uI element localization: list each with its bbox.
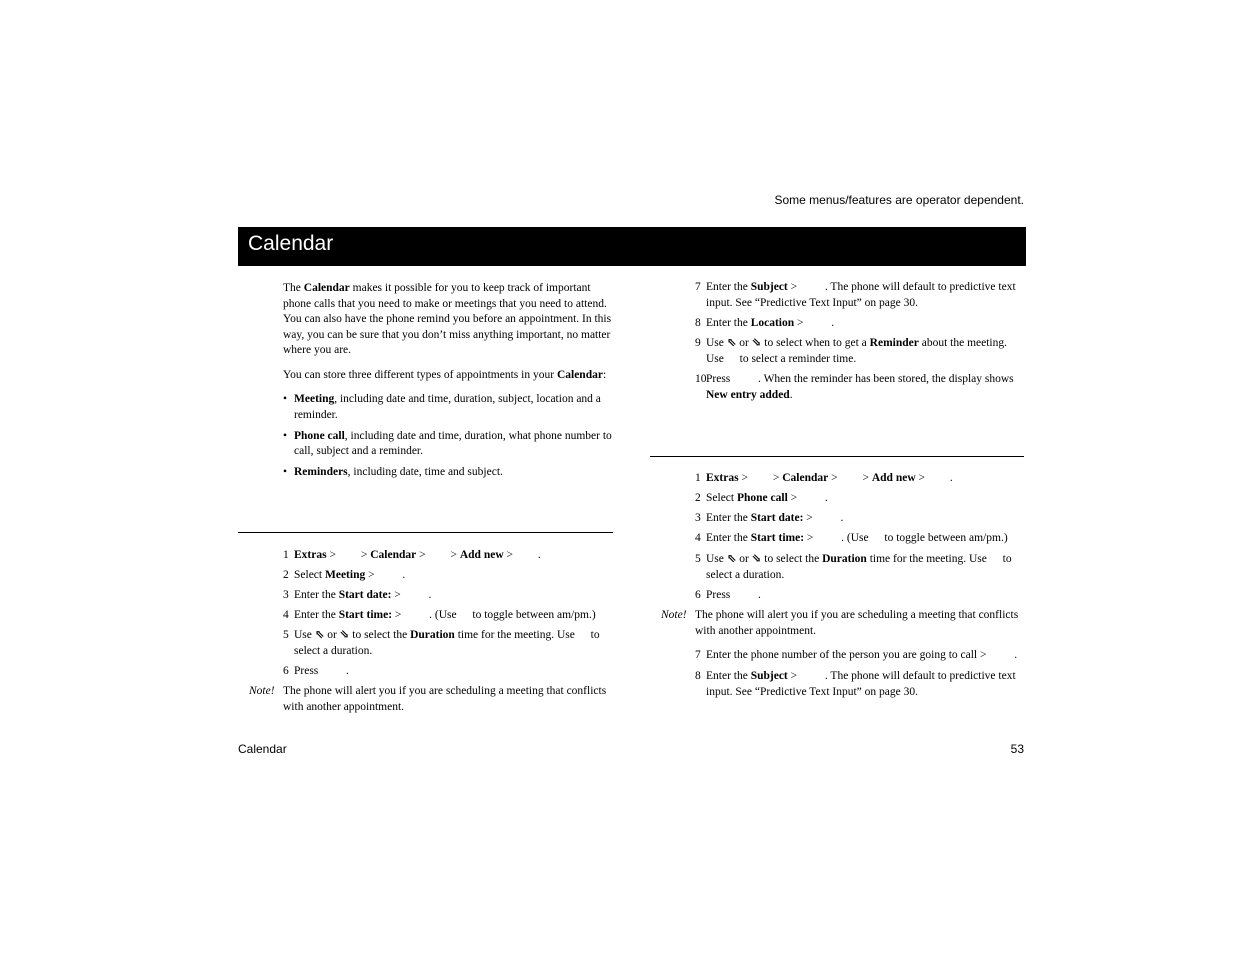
section-divider [238, 532, 613, 533]
arrow-down-right-icon: ⇘ [751, 337, 762, 349]
meeting-step-8: 8 Enter the Location > . [695, 317, 835, 329]
note-text: The phone will alert you if you are scheduling a meeting that conflicts with another appointment. [695, 609, 1019, 637]
phone-call-step-7: 7 Enter the phone number of the person you are going to call > . [695, 649, 1018, 661]
meeting-step-10: 10 Press . When the reminder has been stored, the display shows New entry added. [695, 373, 1014, 401]
page-title-bar [238, 227, 1026, 266]
intro-paragraph: The Calendar makes it possible for you to keep track of important phone calls that you need to make or meetings that you need to attend. You can also have the phone remind you before an appointment. In this way, you can be sure that you don’t miss anything important, no matter where you are. [283, 282, 612, 356]
list-item: • Meeting, including date and time, duration, subject, location and a reminder. [283, 393, 601, 421]
meeting-step-2: 2 Select Meeting > . [283, 569, 406, 581]
note-text: The phone will alert you if you are scheduling a meeting that conflicts with another appointment. [283, 685, 607, 713]
page-number: 53 [1010, 742, 1024, 756]
phone-call-step-4: 4 Enter the Start time: > . (Use to toggle between am/pm.) [695, 532, 1008, 544]
types-paragraph: You can store three different types of appointments in your Calendar: [283, 368, 607, 381]
meeting-step-1: 1 Extras > > Calendar > > Add new > . [283, 549, 541, 561]
phone-call-step-8: 8 Enter the Subject > . The phone will default to predictive text input. See “Predictive Text Input” on page 30. [695, 670, 1016, 698]
section-divider [650, 456, 1024, 457]
phone-call-step-2: 2 Select Phone call > . [695, 492, 828, 504]
arrow-down-right-icon: ⇘ [751, 553, 762, 565]
note-label: Note! [249, 685, 275, 697]
arrow-up-left-icon: ⇖ [726, 337, 737, 349]
meeting-step-6: 6 Press . [283, 665, 349, 677]
footer-section-name: Calendar [238, 742, 287, 756]
phone-call-step-5: 5 Use ⇖ or ⇘ to select the Duration time for the meeting. Use to select a duration. [695, 553, 1012, 581]
note-label: Note! [661, 609, 687, 621]
meeting-step-4: 4 Enter the Start time: > . (Use to toggle between am/pm.) [283, 609, 596, 621]
meeting-step-5: 5 Use ⇖ or ⇘ to select the Duration time for the meeting. Use to select a duration. [283, 629, 600, 657]
arrow-up-left-icon: ⇖ [726, 553, 737, 565]
meeting-step-3: 3 Enter the Start date: > . [283, 589, 432, 601]
phone-call-step-6: 6 Press . [695, 589, 761, 601]
meeting-step-9: 9 Use ⇖ or ⇘ to select when to get a Reminder about the meeting. Use to select a reminder time. [695, 337, 1007, 365]
arrow-down-right-icon: ⇘ [339, 629, 350, 641]
phone-call-step-1: 1 Extras > > Calendar > > Add new > . [695, 472, 953, 484]
meeting-step-7: 7 Enter the Subject > . The phone will default to predictive text input. See “Predictive Text Input” on page 30. [695, 281, 1016, 309]
arrow-up-left-icon: ⇖ [314, 629, 325, 641]
operator-note: Some menus/features are operator dependent. [774, 193, 1024, 207]
list-item: • Reminders, including date, time and subject. [283, 466, 503, 478]
appointment-types-list [283, 392, 613, 481]
list-item: • Phone call, including date and time, duration, what phone number to call, subject and a reminder. [283, 429, 612, 457]
page-title: Calendar [248, 232, 334, 255]
phone-call-step-3: 3 Enter the Start date: > . [695, 512, 844, 524]
intro-section [283, 281, 613, 486]
